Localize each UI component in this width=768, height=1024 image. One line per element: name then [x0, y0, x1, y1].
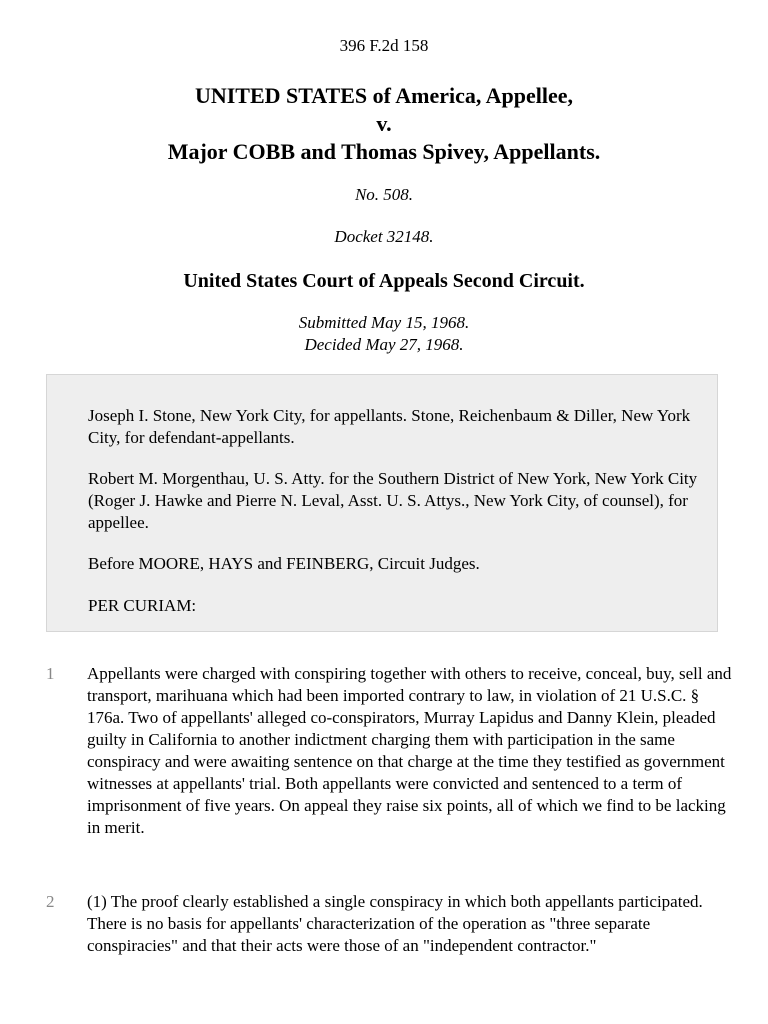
paragraph-text: Appellants were charged with conspiring together with others to receive, conceal, buy, sell and transport, marihuana which had been imported contrary to law, in violation of 21 U.S.C. § 176a. Two of appellants' alleged co-conspirators, Murray Lapidus and Danny Klein, pleaded guilty in California to another indictment charging them with participation in the same conspiracy and were awaiting sentence on that charge at the time they testified as government witnesses at appellants' trial. Both appellants were convicted and sentenced to a term of imprisonment of five years. On appeal they raise six points, all of which we find to be lacking in merit. — [87, 664, 732, 837]
appellee-counsel: Robert M. Morgenthau, U. S. Atty. for the Southern District of New York, New York City (Roger J. Hawke and Pierre N. Leval, Asst. U. S. Attys., New York City, of counsel), for appellee. — [88, 469, 698, 532]
docket-number: Docket 32148. — [334, 227, 434, 246]
paragraph-number: 2 — [46, 892, 55, 911]
case-citation: 396 F.2d 158 — [339, 36, 429, 55]
paragraph-number: 1 — [46, 664, 55, 683]
per-curiam-label: PER CURIAM: — [88, 596, 197, 615]
caption-appellee: UNITED STATES of America, Appellee, — [194, 83, 574, 108]
appellants-counsel: Joseph I. Stone, New York City, for appellants. Stone, Reichenbaum & Diller, New York City, for defendant-appellants. — [88, 406, 691, 447]
case-dates — [0, 312, 768, 356]
court-name: United States Court of Appeals Second Circuit. — [183, 270, 585, 292]
counsel-panel — [46, 374, 718, 632]
submitted-date: Submitted May 15, 1968. — [298, 313, 470, 332]
decided-date: Decided May 27, 1968. — [304, 335, 464, 354]
caption-versus: v. — [376, 111, 392, 136]
paragraph-text: (1) The proof clearly established a single conspiracy in which both appellants participated. There is no basis for appellants' characterization of the operation as "three separate conspiracies" and that their acts were those of an "independent contractor." — [87, 892, 703, 955]
caption-appellants: Major COBB and Thomas Spivey, Appellants. — [167, 139, 601, 164]
bench-judges: Before MOORE, HAYS and FEINBERG, Circuit Judges. — [88, 554, 480, 573]
case-number: No. 508. — [354, 185, 414, 204]
case-caption — [0, 82, 768, 166]
